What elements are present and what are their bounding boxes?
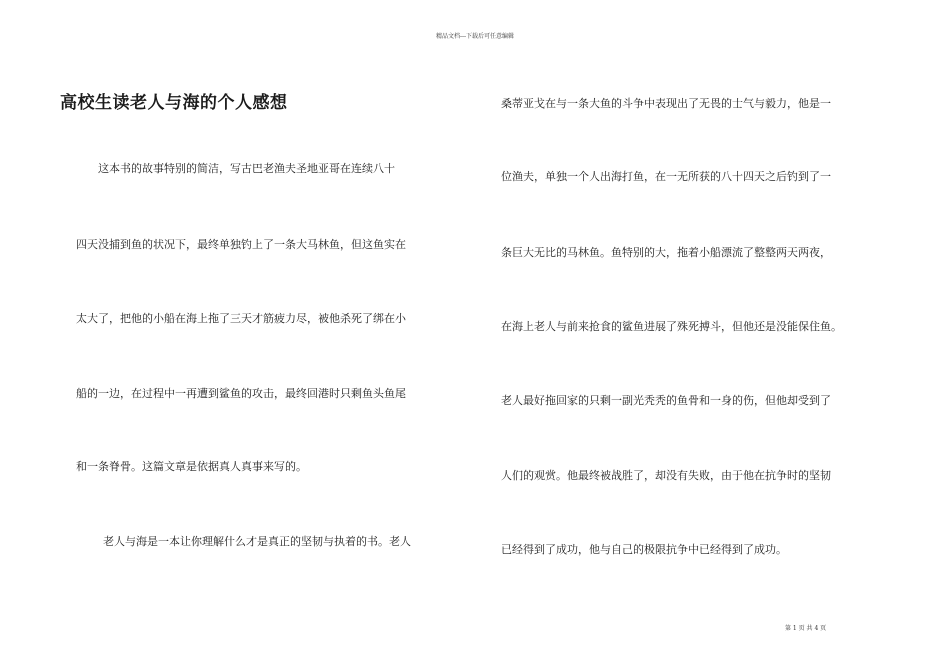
header-note: 精品文档---下载后可任意编辑 — [435, 33, 515, 40]
right-column-line: 已经得到了成功，他与自己的极限抗争中已经得到了成功。 — [501, 543, 787, 556]
left-column-line: 太大了，把他的小船在海上拖了三天才筋疲力尽，被他杀死了绑在小 — [76, 312, 406, 325]
right-column-line: 位渔夫，单独一个人出海打鱼，在一无所获的八十四天之后钓到了一 — [501, 170, 831, 183]
left-column-line: 这本书的故事特别的简洁，写古巴老渔夫圣地亚哥在连续八十 — [76, 162, 395, 175]
right-column-line: 桑蒂亚戈在与一条大鱼的斗争中表现出了无畏的士气与毅力，他是一 — [501, 97, 831, 110]
right-column-line: 条巨大无比的马林鱼。鱼特别的大，拖着小船漂流了整整两天两夜， — [501, 246, 831, 259]
page-number: 第 1 页 共 4 页 — [785, 625, 827, 632]
right-column-line: 人们的观赏。他最终被战胜了，却没有失败，由于他在抗争时的坚韧 — [501, 469, 831, 482]
right-column-line: 老人最好拖回家的只剩一副光秃秃的鱼骨和一身的伤，但他却受到了 — [501, 394, 831, 407]
page-title: 高校生读老人与海的个人感想 — [60, 93, 288, 113]
left-column-line: 四天没捕到鱼的状况下，最终单独钓上了一条大马林鱼，但这鱼实在 — [76, 238, 406, 251]
right-column-line: 在海上老人与前来抢食的鲨鱼进展了殊死搏斗，但他还是没能保住鱼。 — [501, 320, 842, 333]
left-column-line: 船的一边，在过程中一再遭到鲨鱼的攻击，最终回港时只剩鱼头鱼尾 — [76, 387, 406, 400]
left-column-line: 老人与海是一本让你理解什么才是真正的坚韧与执着的书。老人 — [92, 535, 411, 548]
left-column-line: 和一条脊骨。这篇文章是依据真人真事来写的。 — [76, 460, 307, 473]
